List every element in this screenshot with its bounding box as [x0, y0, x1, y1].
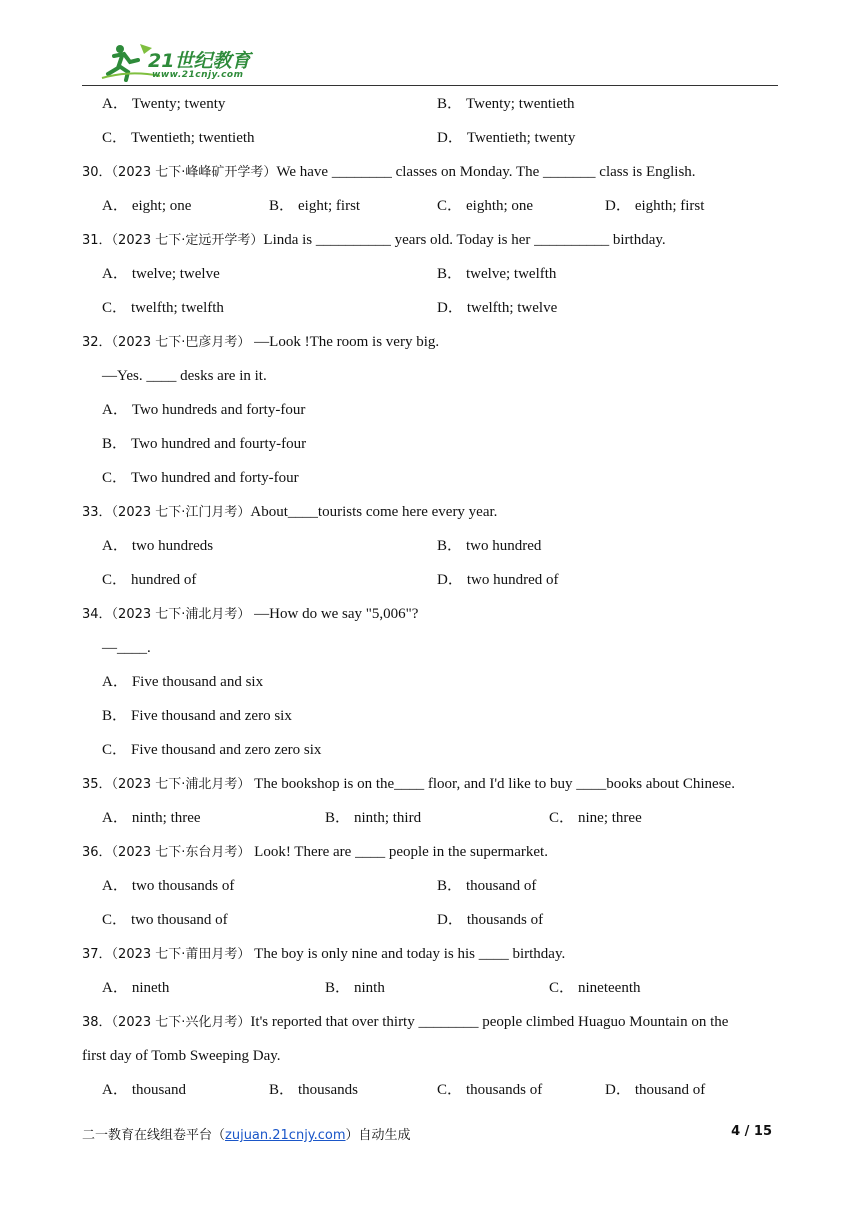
option-label: B． — [269, 198, 295, 214]
answer-option[interactable] — [437, 872, 536, 900]
answer-option[interactable] — [437, 294, 557, 322]
options-row — [82, 872, 782, 906]
question-text: Linda is __________ years old. Today is her __________ birthday. — [263, 232, 666, 248]
footer-link[interactable]: zujuan.21cnjy.com — [225, 1128, 346, 1143]
answer-option[interactable] — [102, 532, 213, 560]
header-logo — [100, 40, 270, 84]
answer-option[interactable] — [325, 804, 421, 832]
question-number: 32． — [82, 335, 112, 350]
answer-option[interactable] — [102, 260, 220, 288]
option-label: A． — [102, 1082, 128, 1098]
options-row — [82, 294, 782, 328]
question-source: （2023 七下·峰峰矿开学考） — [111, 165, 277, 180]
question-number: 30． — [82, 165, 112, 180]
answer-option[interactable] — [102, 974, 169, 1002]
option-label: C． — [102, 300, 128, 316]
question-number: 33． — [82, 505, 112, 520]
option-label: B． — [102, 708, 128, 724]
option-text: two thousands of — [131, 878, 235, 894]
option-label: A． — [102, 878, 128, 894]
options-row — [82, 532, 782, 566]
answer-option[interactable] — [269, 1076, 358, 1104]
question-source: （2023 七下·江门月考） — [111, 505, 251, 520]
options-row — [82, 192, 782, 226]
question-stem — [82, 226, 782, 260]
question-source: （2023 七下·东台月考） — [111, 845, 251, 860]
answer-option[interactable] — [549, 804, 642, 832]
page-number: 4 / 15 — [731, 1124, 772, 1139]
option-label: D． — [437, 572, 463, 588]
option-label: D． — [437, 300, 463, 316]
dialogue-line: —____. — [102, 640, 151, 656]
option-text: two hundreds — [131, 538, 214, 554]
answer-option[interactable] — [102, 192, 191, 220]
option-label: D． — [437, 130, 463, 146]
question-stem — [82, 1008, 782, 1042]
footer-suffix: ）自动生成 — [345, 1128, 411, 1143]
option-text: twelfth; twelve — [466, 300, 558, 316]
option-text: Two hundreds and forty-four — [131, 402, 306, 418]
dialogue-line: —Yes. ____ desks are in it. — [102, 368, 267, 384]
option-text: thousands of — [466, 912, 544, 928]
option-label: D． — [605, 198, 631, 214]
answer-option[interactable] — [437, 90, 575, 118]
answer-option[interactable] — [102, 736, 321, 764]
answer-option[interactable] — [102, 1076, 186, 1104]
option-text: Two hundred and forty-four — [131, 470, 299, 486]
option-text: two hundred of — [466, 572, 559, 588]
question-stem — [82, 328, 782, 362]
question-text-continued: first day of Tomb Sweeping Day. — [82, 1048, 281, 1064]
option-label: C． — [437, 198, 463, 214]
answer-option[interactable] — [437, 192, 533, 220]
question-stem — [82, 770, 782, 804]
question-source: （2023 七下·巴彦月考） — [111, 335, 251, 350]
header-divider — [82, 85, 778, 86]
option-text: nine; three — [578, 810, 642, 826]
option-text: twelfth; twelfth — [131, 300, 224, 316]
answer-option[interactable] — [102, 668, 263, 696]
answer-option[interactable] — [437, 566, 559, 594]
options-row — [82, 396, 782, 430]
option-text: twelve; twelve — [131, 266, 220, 282]
answer-option[interactable] — [102, 566, 196, 594]
option-text: Five thousand and six — [131, 674, 264, 690]
option-text: ninth — [354, 980, 385, 996]
answer-option[interactable] — [437, 532, 541, 560]
answer-option[interactable] — [437, 1076, 542, 1104]
question-stem — [82, 498, 782, 532]
answer-option[interactable] — [102, 396, 305, 424]
options-row — [82, 124, 782, 158]
question-text: About____tourists come here every year. — [250, 504, 498, 520]
option-text: thousand of — [466, 878, 537, 894]
option-text: hundred of — [131, 572, 197, 588]
option-text: twelve; twelfth — [466, 266, 557, 282]
option-label: B． — [437, 266, 463, 282]
question-text: It's reported that over thirty ________ people climbed Huaguo Mountain on the — [250, 1014, 729, 1030]
option-label: C． — [549, 810, 575, 826]
option-label: B． — [437, 878, 463, 894]
question-stem — [82, 158, 782, 192]
option-label: B． — [325, 980, 351, 996]
option-label: B． — [437, 96, 463, 112]
answer-option[interactable] — [102, 906, 228, 934]
question-text: —Look !The room is very big. — [250, 334, 440, 350]
option-label: C． — [549, 980, 575, 996]
answer-option[interactable] — [437, 260, 556, 288]
question-list — [82, 90, 782, 1110]
question-source: （2023 七下·定远开学考） — [111, 233, 264, 248]
option-label: A． — [102, 96, 128, 112]
option-text: ninth; third — [354, 810, 422, 826]
question-stem — [82, 600, 782, 634]
answer-option[interactable] — [102, 124, 255, 152]
options-row — [82, 430, 782, 464]
answer-option[interactable] — [437, 906, 543, 934]
question-source: （2023 七下·浦北月考） — [111, 777, 251, 792]
option-text: ninth; three — [131, 810, 201, 826]
option-text: Five thousand and zero six — [131, 708, 292, 724]
page-footer — [82, 1124, 772, 1143]
option-label: A． — [102, 198, 128, 214]
options-row — [82, 566, 782, 600]
answer-option[interactable] — [102, 702, 292, 730]
question-source: （2023 七下·浦北月考） — [111, 607, 251, 622]
option-text: nineth — [131, 980, 170, 996]
option-label: B． — [269, 1082, 295, 1098]
question-source: （2023 七下·兴化月考） — [111, 1015, 251, 1030]
answer-option[interactable] — [102, 90, 225, 118]
option-label: D． — [605, 1082, 631, 1098]
footer-prefix: 二一教育在线组卷平台（ — [82, 1128, 226, 1143]
question-number: 31． — [82, 233, 112, 248]
options-row — [82, 906, 782, 940]
option-text: nineteenth — [578, 980, 641, 996]
answer-option[interactable] — [102, 294, 224, 322]
answer-option[interactable] — [325, 974, 385, 1002]
option-text: eight; first — [298, 198, 361, 214]
options-row — [82, 974, 782, 1008]
option-text: Twenty; twentieth — [466, 96, 575, 112]
answer-option[interactable] — [549, 974, 641, 1002]
answer-option[interactable] — [269, 192, 360, 220]
question-number: 38． — [82, 1015, 112, 1030]
option-text: Twenty; twenty — [131, 96, 226, 112]
answer-option[interactable] — [102, 464, 299, 492]
question-number: 36． — [82, 845, 112, 860]
option-text: Two hundred and fourty-four — [131, 436, 307, 452]
answer-option[interactable] — [102, 804, 201, 832]
option-label: C． — [102, 912, 128, 928]
option-label: B． — [102, 436, 128, 452]
options-row — [82, 668, 782, 702]
option-label: A． — [102, 810, 128, 826]
answer-option[interactable] — [605, 192, 704, 220]
option-text: eighth; first — [634, 198, 705, 214]
option-text: eight; one — [131, 198, 192, 214]
logo-main-text: 21世纪教育 — [148, 50, 251, 72]
option-text: Twentieth; twenty — [466, 130, 576, 146]
option-label: C． — [102, 572, 128, 588]
option-text: eighth; one — [466, 198, 534, 214]
option-text: two thousand of — [131, 912, 228, 928]
option-label: C． — [102, 742, 128, 758]
answer-option[interactable] — [102, 430, 306, 458]
options-row — [82, 1076, 782, 1110]
question-number: 37． — [82, 947, 112, 962]
option-label: D． — [437, 912, 463, 928]
option-label: A． — [102, 266, 128, 282]
question-number: 35． — [82, 777, 112, 792]
option-label: C． — [437, 1082, 463, 1098]
question-text: The boy is only nine and today is his ____ birthday. — [250, 946, 566, 962]
options-row — [82, 804, 782, 838]
options-row — [82, 464, 782, 498]
options-row — [82, 702, 782, 736]
option-label: C． — [102, 470, 128, 486]
options-row — [82, 260, 782, 294]
option-text: Five thousand and zero zero six — [131, 742, 322, 758]
question-text: —How do we say "5,006"? — [250, 606, 419, 622]
option-text: thousands — [298, 1082, 359, 1098]
question-text: Look! There are ____ people in the supermarket. — [250, 844, 548, 860]
question-text: We have ________ classes on Monday. The _______ class is English. — [276, 164, 696, 180]
answer-option[interactable] — [437, 124, 575, 152]
option-text: thousands of — [466, 1082, 543, 1098]
option-label: A． — [102, 980, 128, 996]
question-stem — [82, 838, 782, 872]
option-label: C． — [102, 130, 128, 146]
option-text: thousand — [131, 1082, 187, 1098]
option-label: B． — [325, 810, 351, 826]
option-label: A． — [102, 538, 128, 554]
question-source: （2023 七下·莆田月考） — [111, 947, 251, 962]
options-row — [82, 90, 782, 124]
option-label: A． — [102, 402, 128, 418]
question-number: 34． — [82, 607, 112, 622]
option-label: A． — [102, 674, 128, 690]
logo-sub-text: www.21cnjy.com — [152, 70, 244, 80]
answer-option[interactable] — [102, 872, 234, 900]
option-label: B． — [437, 538, 463, 554]
option-text: thousand of — [634, 1082, 706, 1098]
options-row — [82, 736, 782, 770]
question-text: The bookshop is on the____ floor, and I'd like to buy ____books about Chinese. — [250, 776, 735, 792]
answer-option[interactable] — [605, 1076, 705, 1104]
question-stem — [82, 940, 782, 974]
option-text: two hundred — [466, 538, 542, 554]
option-text: Twentieth; twentieth — [131, 130, 255, 146]
